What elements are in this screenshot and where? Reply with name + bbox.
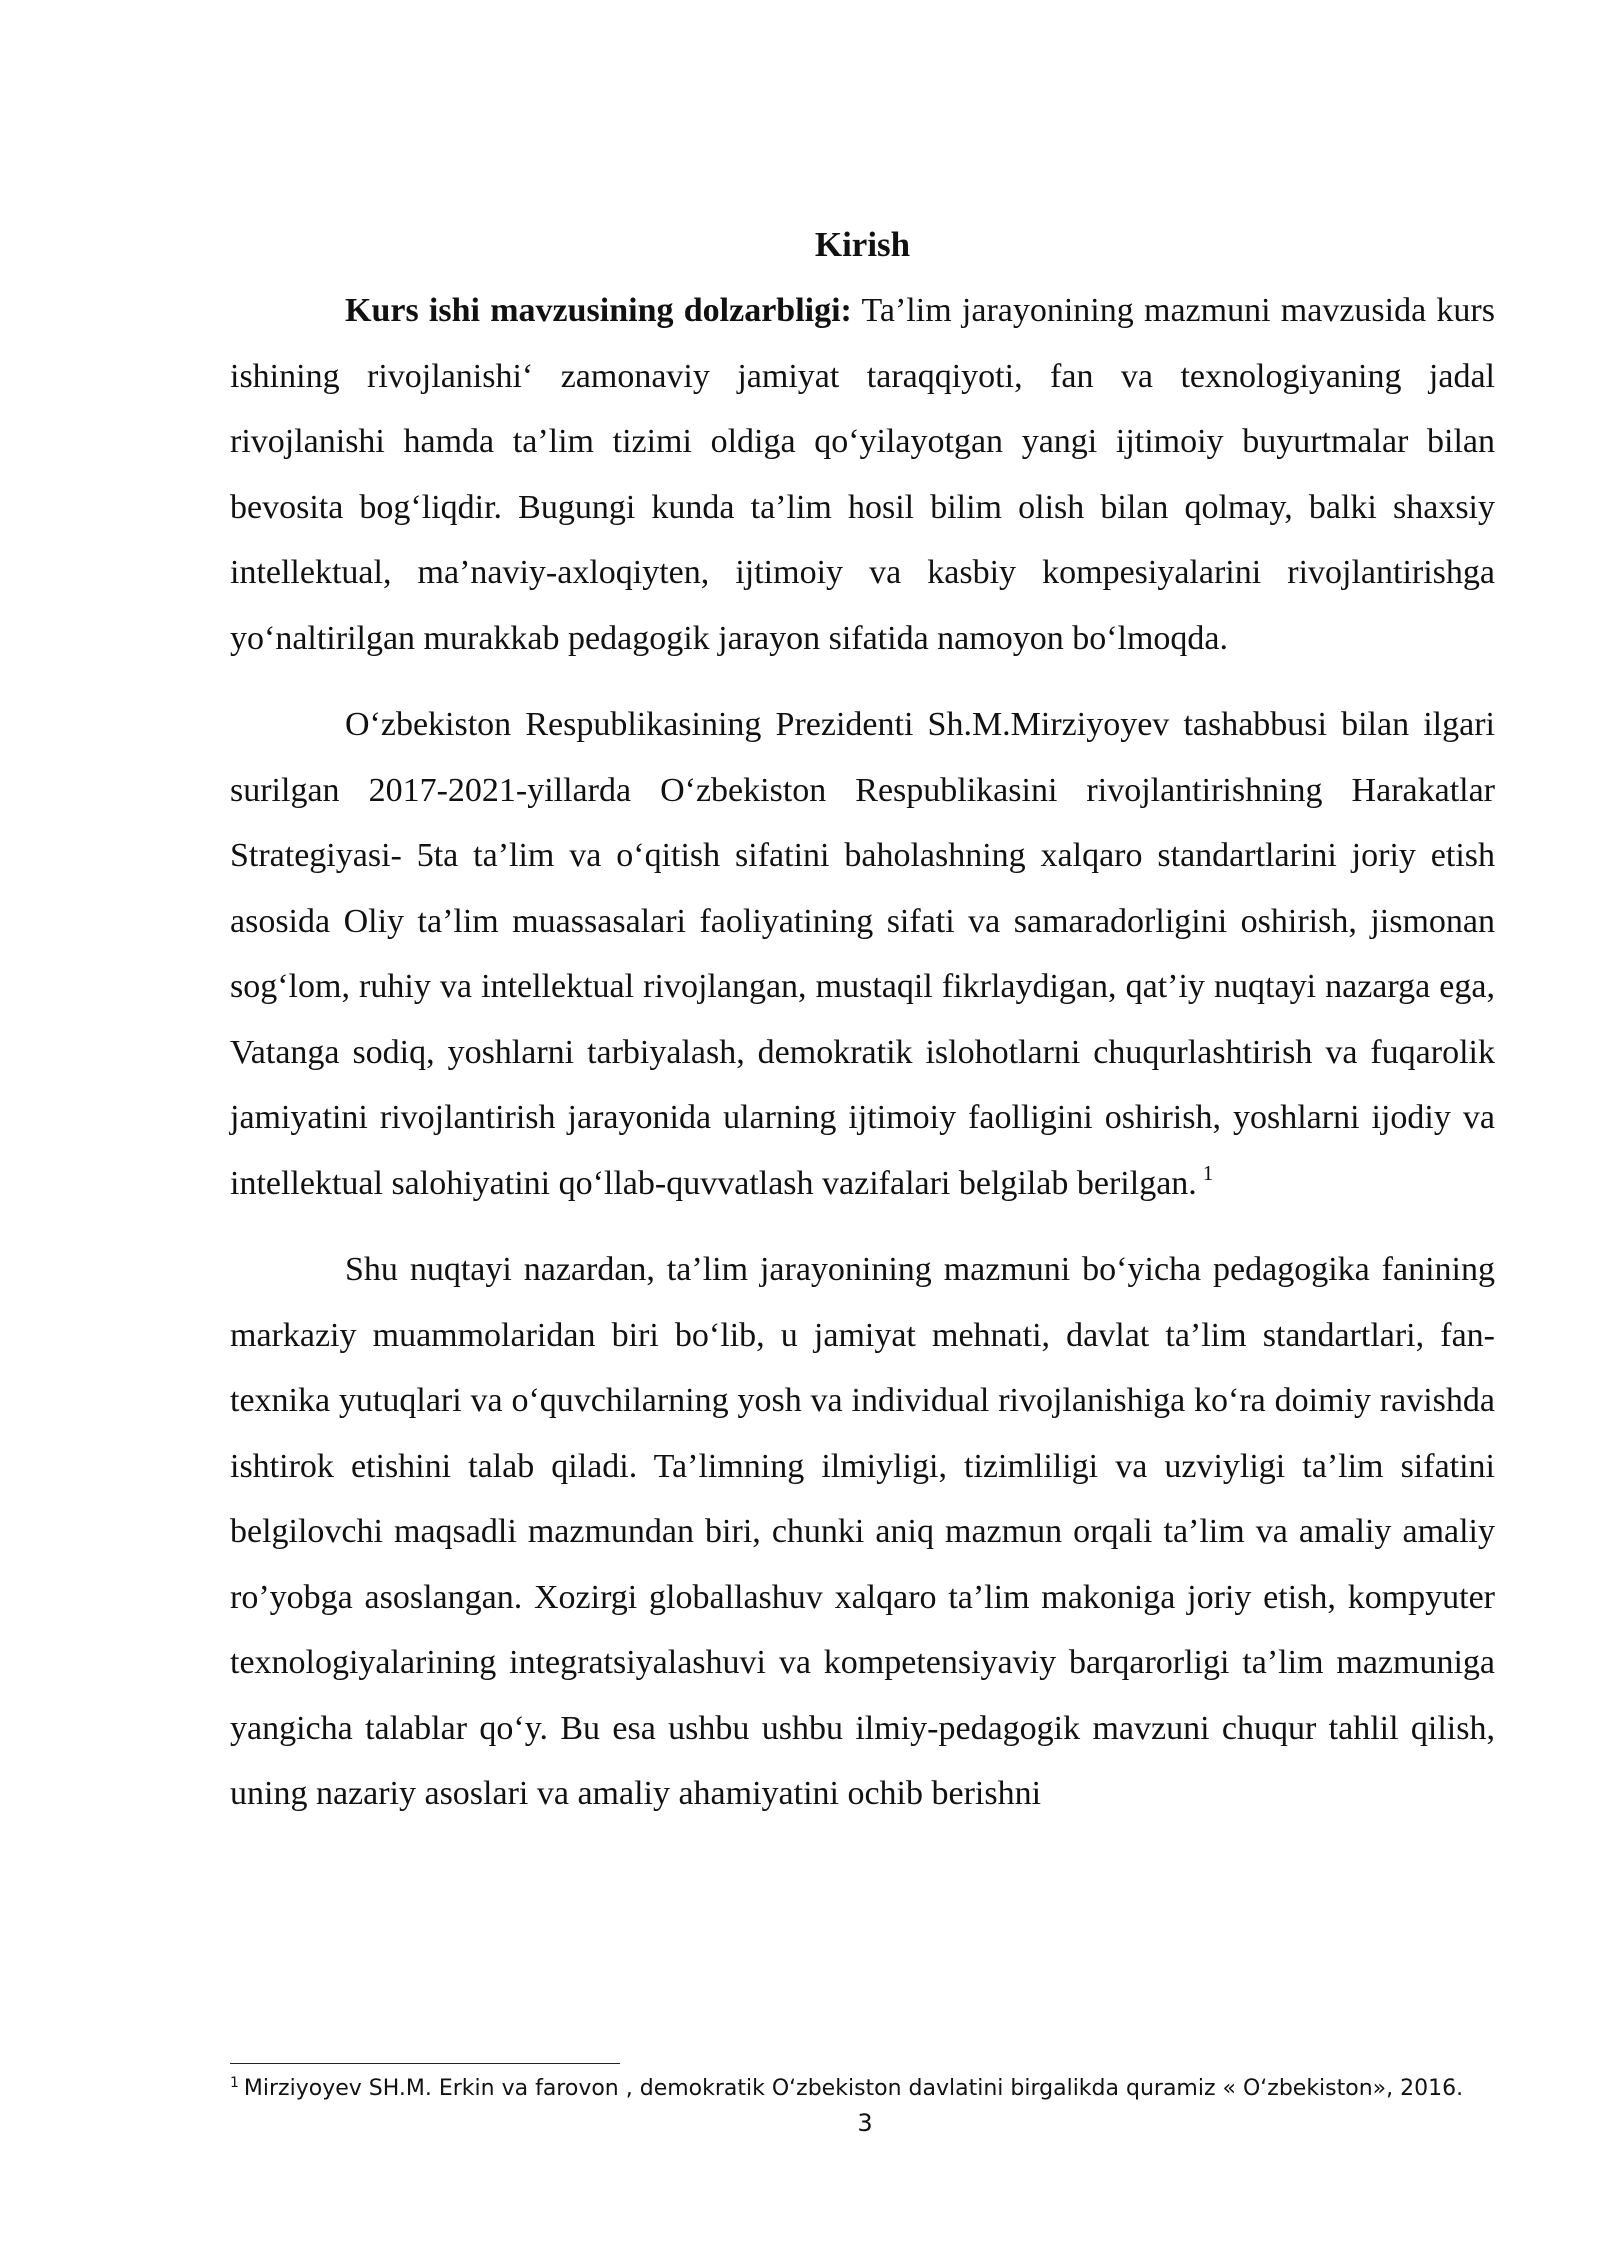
- footnote: [230, 2072, 1530, 2106]
- paragraph-content: [230, 1237, 1495, 1827]
- paragraph-text: Shu nuqtayi nazardan, ta’lim jarayonining mazmuni bo‘yicha pedagogika fanining markaziy muammolaridan biri bo‘lib, u jamiyat mehnati, davlat ta’lim standartlari, fan-texnika yutuqlari va o‘quvchilarning yosh va individual rivojlanishiga ko‘ra doimiy ravishda ishtirok etishini talab qiladi. Ta’limning ilmiyligi, tizimliligi va uzviyligi ta’lim sifatini belgilovchi maqsadli mazmundan biri, chunki aniq mazmun orqali ta’lim va amaliy amaliy ro’yobga asoslangan. Xozirgi globallashuv xalqaro ta’lim makoniga joriy etish, kompyuter texnologiyalarining integratsiyalashuvi va kompetensiyaviy barqarorligi ta’lim mazmuniga yangicha talablar qo‘y. Bu esa ushbu ushbu ilmiy-pedagogik mavzuni chuqur tahlil qilish, uning nazariy asoslari va amaliy ahamiyatini ochib berishni: [230, 1251, 1495, 1812]
- paragraph-lead: Kurs ishi mavzusining dolzarbligi:: [345, 292, 852, 329]
- footnote-separator: [230, 2063, 620, 2064]
- footnote-text: Mirziyoyev SH.M. Erkin va farovon , demokratik O‘zbekiston davlatini birgalikda quramiz « O‘zbekiston», 2016.: [243, 2076, 1464, 2101]
- section-heading: Kirish: [814, 225, 911, 264]
- paragraph-strategy: [230, 692, 1495, 1216]
- footnote-reference[interactable]: 1: [1202, 1160, 1214, 1185]
- paragraph-text: Ta’lim jarayonining mazmuni mavzusida kurs ishining rivojlanishi‘ zamonaviy jamiyat taraqqiyoti, fan va texnologiyaning jadal rivojlanishi hamda ta’lim tizimi oldiga qo‘yilayotgan yangi ijtimoiy buyurtmalar bilan bevosita bog‘liqdir. Bugungi kunda ta’lim hosil bilim olish bilan qolmay, balki shaxsiy intellektual, ma’naviy-axloqiyten, ijtimoiy va kasbiy kompesiyalarini rivojlantirishga yo‘naltirilgan murakkab pedagogik jarayon sifatida namoyon bo‘lmoqda.: [230, 292, 1495, 657]
- paragraph-text: O‘zbekiston Respublikasining Prezidenti Sh.M.Mirziyoyev tashabbusi bilan ilgari surilgan 2017-2021-yillarda O‘zbekiston Respublikasini rivojlantirishning Harakatlar Strategiyasi- 5ta ta’lim va o‘qitish sifatini baholashning xalqaro standartlarini joriy etish asosida Oliy ta’lim muassasalari faoliyatining sifati va samaradorligini oshirish, jismonan sog‘lom, ruhiy va intellektual rivojlangan, mustaqil fikrlaydigan, qat’iy nuqtayi nazarga ega, Vatanga sodiq, yoshlarni tarbiyalash, demokratik islohotlarni chuqurlashtirish va fuqarolik jamiyatini rivojlantirish jarayonida ularning ijtimoiy faolligini oshirish, yoshlarni ijodiy va intellektual salohiyatini qo‘llab-quvvatlash vazifalari belgilab berilgan.: [230, 706, 1495, 1202]
- page-body: [230, 212, 1495, 1848]
- paragraph-relevance: [230, 278, 1495, 671]
- footnote-mark: 1: [230, 2075, 239, 2091]
- page-number: 3: [857, 2109, 873, 2137]
